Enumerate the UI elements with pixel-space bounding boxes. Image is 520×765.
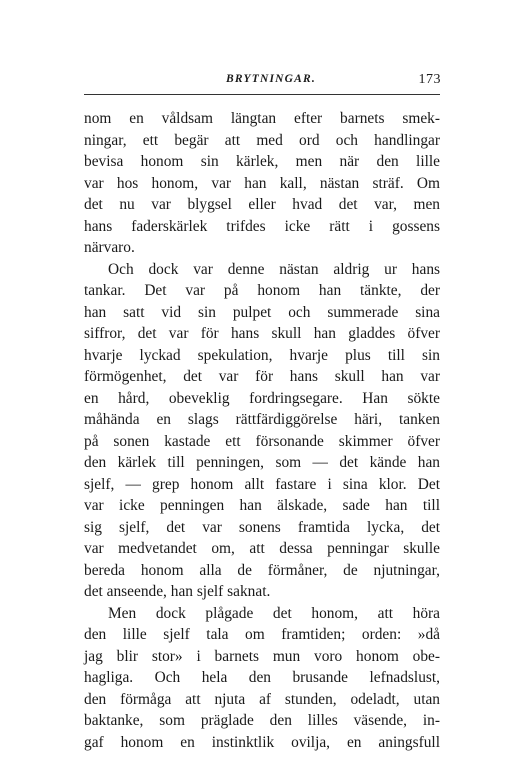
- running-title: BRYTNINGAR.: [226, 73, 316, 85]
- text-line: Men dock plågade det honom, att höra: [108, 604, 440, 622]
- text-line: var icke penningen han älskade, sade han till: [84, 497, 440, 514]
- text-line: tankar. Det var på honom han tänkte, der: [84, 282, 440, 299]
- page-number: 173: [418, 72, 441, 87]
- text-line: han satt vid sin pulpet och summerade sina: [84, 303, 440, 321]
- text-line: den lille sjelf tala om framtiden; orden: »då: [84, 626, 440, 643]
- text-line: baktanke, som präglade den lilles väsende, in-: [84, 712, 440, 729]
- text-line: bevisa honom sin kärlek, men när den lille: [84, 153, 440, 170]
- text-line: Och dock var denne nästan aldrig ur hans: [108, 260, 440, 278]
- text-line: hagliga. Och hela den brusande lefnadslust,: [84, 669, 440, 686]
- text-line: var hos honom, var han kall, nästan sträf. Om: [84, 174, 440, 192]
- text-line: jag blir stor» i barnets mun voro honom obe-: [84, 647, 440, 665]
- text-line: hvarje lyckad spekulation, hvarje plus till sin: [84, 346, 440, 364]
- text-line: siffror, det var för hans skull han gladdes öfver: [84, 325, 440, 342]
- text-line: närvaro.: [84, 239, 135, 256]
- text-line: förmögenhet, det var för hans skull han var: [84, 368, 440, 385]
- text-line: en hård, obeveklig fordringsegare. Han sökte: [84, 389, 440, 407]
- text-line: nom en våldsam längtan efter barnets smek-: [84, 110, 440, 127]
- text-line: sig sjelf, det var sonens framtida lycka, det: [84, 518, 440, 536]
- text-line: den förmåga att njuta af stunden, odeladt, utan: [84, 690, 440, 708]
- text-line: det nu var blygsel eller hvad det var, men: [84, 196, 440, 213]
- text-line: bereda honom alla de förmåner, de njutningar,: [84, 561, 440, 579]
- text-line: sjelf, — grep honom allt fastare i sina klor. Det: [84, 475, 440, 493]
- running-head: [0, 73, 520, 95]
- header-rule: [84, 94, 440, 95]
- text-line: på sonen kastade ett försonande skimmer öfver: [84, 432, 440, 450]
- text-line: hans faderskärlek trifdes icke rätt i gossens: [84, 217, 440, 235]
- text-line: gaf honom en instinktlik ovilja, en aningsfull: [84, 733, 440, 751]
- text-line: måhända en slags rättfärdiggörelse häri, tanken: [84, 411, 440, 428]
- text-line: den kärlek till penningen, som — det kände han: [84, 454, 440, 471]
- text-line: ningar, ett begär att med ord och handlingar: [84, 131, 440, 149]
- text-line: var medvetandet om, att dessa penningar skulle: [84, 540, 440, 557]
- text-line: det anseende, han sjelf saknat.: [84, 583, 271, 600]
- body-text: [84, 108, 440, 753]
